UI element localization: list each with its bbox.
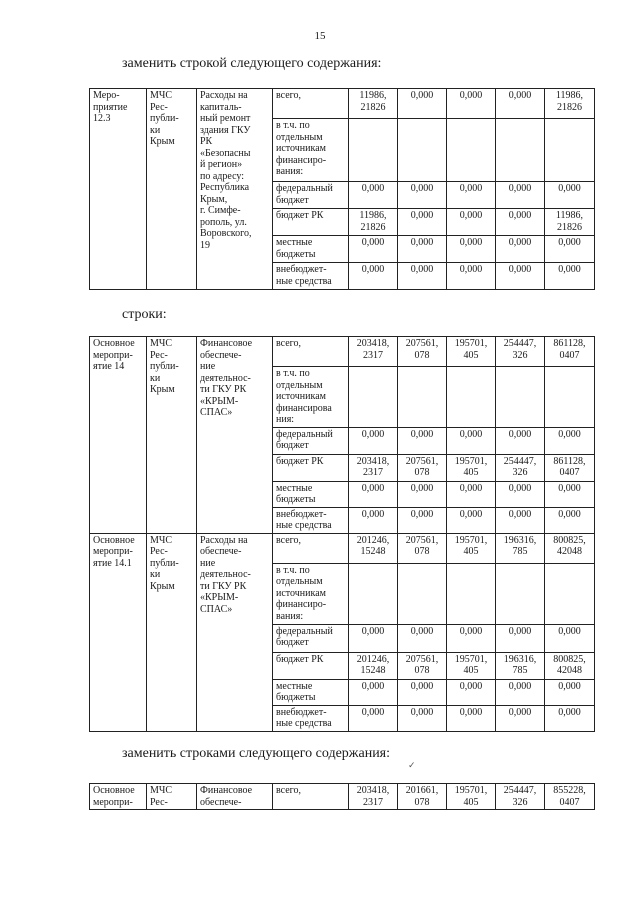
heading-replace-row: заменить строкой следующего содержания:: [122, 56, 382, 71]
funding-value: 855228, 0407: [545, 784, 595, 810]
funding-value: [349, 367, 398, 428]
funding-value: 861128, 0407: [545, 337, 595, 367]
responsible-org: МЧС Рес-: [147, 784, 197, 810]
funding-value: 0,000: [496, 236, 545, 263]
funding-value: 11986, 21826: [545, 209, 595, 236]
funding-value: [545, 367, 595, 428]
funding-value: 0,000: [447, 624, 496, 652]
funding-source: федеральный бюджет: [273, 427, 349, 454]
funding-value: 195701, 405: [447, 652, 496, 679]
funding-value: 0,000: [349, 236, 398, 263]
funding-value: 0,000: [447, 507, 496, 533]
funding-value: [496, 119, 545, 182]
funding-value: 0,000: [496, 209, 545, 236]
funding-value: 196316, 785: [496, 652, 545, 679]
funding-value: 0,000: [545, 427, 595, 454]
funding-source: в т.ч. по отдельным источникам финансирова ния:: [273, 367, 349, 428]
funding-value: 0,000: [545, 263, 595, 290]
check-mark: ✓: [408, 760, 416, 770]
funding-value: 254447, 326: [496, 784, 545, 810]
table-row: [90, 89, 595, 119]
funding-value: 0,000: [398, 209, 447, 236]
funding-value: 861128, 0407: [545, 454, 595, 481]
funding-source: всего,: [273, 89, 349, 119]
responsible-org: МЧС Рес- публи- ки Крым: [147, 533, 197, 731]
funding-source: всего,: [273, 784, 349, 810]
funding-value: 11986, 21826: [349, 89, 398, 119]
table-activity-12-3: [89, 88, 595, 290]
funding-value: 11986, 21826: [545, 89, 595, 119]
funding-source: в т.ч. по отдельным источникам финансиро- вания:: [273, 119, 349, 182]
funding-source: федеральный бюджет: [273, 624, 349, 652]
funding-value: [496, 367, 545, 428]
funding-value: 0,000: [496, 507, 545, 533]
funding-value: 0,000: [496, 624, 545, 652]
funding-value: 0,000: [545, 481, 595, 507]
table-row: [90, 784, 595, 810]
funding-value: 0,000: [349, 679, 398, 705]
funding-source: местные бюджеты: [273, 679, 349, 705]
funding-value: [447, 119, 496, 182]
funding-value: 0,000: [398, 427, 447, 454]
funding-value: 254447, 326: [496, 454, 545, 481]
funding-value: 800825, 42048: [545, 652, 595, 679]
funding-value: 0,000: [447, 182, 496, 209]
responsible-org: МЧС Рес- публи- ки Крым: [147, 89, 197, 290]
funding-value: 0,000: [398, 705, 447, 731]
funding-source: бюджет РК: [273, 652, 349, 679]
activity-name: Основное меропри-: [90, 784, 147, 810]
funding-value: 0,000: [496, 481, 545, 507]
table-replacement-rows: [89, 783, 595, 810]
funding-value: 0,000: [349, 624, 398, 652]
activity-name: Меро- приятие 12.3: [90, 89, 147, 290]
funding-value: 207561, 078: [398, 337, 447, 367]
funding-value: 201246, 15248: [349, 652, 398, 679]
funding-value: 0,000: [398, 507, 447, 533]
funding-source: местные бюджеты: [273, 481, 349, 507]
funding-value: 203418, 2317: [349, 784, 398, 810]
funding-value: 0,000: [349, 507, 398, 533]
funding-value: 201246, 15248: [349, 533, 398, 563]
funding-value: 207561, 078: [398, 652, 447, 679]
funding-value: [496, 563, 545, 624]
funding-value: 195701, 405: [447, 454, 496, 481]
funding-value: [349, 119, 398, 182]
funding-source: местные бюджеты: [273, 236, 349, 263]
funding-value: 0,000: [447, 427, 496, 454]
funding-value: 0,000: [545, 236, 595, 263]
funding-value: 0,000: [398, 263, 447, 290]
funding-source: внебюджет- ные средства: [273, 263, 349, 290]
funding-value: [545, 563, 595, 624]
funding-value: 0,000: [545, 679, 595, 705]
funding-value: [349, 563, 398, 624]
activity-description: Финансовое обеспече- ние деятельнос- ти ГКУ РК «КРЫМ- СПАС»: [197, 337, 273, 534]
funding-value: 196316, 785: [496, 533, 545, 563]
funding-value: [398, 119, 447, 182]
funding-value: 0,000: [349, 481, 398, 507]
funding-value: 0,000: [349, 182, 398, 209]
funding-value: 0,000: [545, 624, 595, 652]
activity-name: Основное меропри- ятие 14: [90, 337, 147, 534]
funding-value: [398, 563, 447, 624]
funding-value: 0,000: [496, 705, 545, 731]
funding-value: 0,000: [447, 481, 496, 507]
funding-value: 0,000: [447, 263, 496, 290]
activity-name: Основное меропри- ятие 14.1: [90, 533, 147, 731]
funding-source: внебюджет- ные средства: [273, 705, 349, 731]
funding-value: 203418, 2317: [349, 454, 398, 481]
funding-value: 0,000: [496, 679, 545, 705]
funding-value: 0,000: [447, 209, 496, 236]
funding-value: 195701, 405: [447, 533, 496, 563]
funding-value: 201661, 078: [398, 784, 447, 810]
funding-value: [447, 367, 496, 428]
funding-value: 0,000: [398, 182, 447, 209]
funding-value: 0,000: [447, 679, 496, 705]
funding-value: 0,000: [545, 182, 595, 209]
funding-source: всего,: [273, 533, 349, 563]
funding-value: [398, 367, 447, 428]
funding-source: внебюджет- ные средства: [273, 507, 349, 533]
funding-value: 0,000: [496, 182, 545, 209]
activity-description: Расходы на обеспече- ние деятельнос- ти ГКУ РК «КРЫМ- СПАС»: [197, 533, 273, 731]
responsible-org: МЧС Рес- публи- ки Крым: [147, 337, 197, 534]
funding-value: 0,000: [496, 427, 545, 454]
funding-value: [447, 563, 496, 624]
funding-value: 0,000: [496, 263, 545, 290]
activity-description: Расходы на капиталь- ный ремонт здания ГКУ РК «Безопасны й регион» по адресу: Республика Крым, г. Симфе- рополь, ул. Воровского, 19: [197, 89, 273, 290]
activity-description: Финансовое обеспече-: [197, 784, 273, 810]
funding-value: 0,000: [545, 507, 595, 533]
funding-value: 0,000: [398, 89, 447, 119]
funding-value: 0,000: [398, 624, 447, 652]
funding-source: в т.ч. по отдельным источникам финансиро- вания:: [273, 563, 349, 624]
funding-value: 0,000: [398, 679, 447, 705]
heading-rows: строки:: [122, 307, 167, 322]
heading-replace-rows: заменить строками следующего содержания:: [122, 746, 391, 761]
funding-value: 254447, 326: [496, 337, 545, 367]
funding-value: 0,000: [349, 427, 398, 454]
funding-value: 0,000: [496, 89, 545, 119]
funding-value: 203418, 2317: [349, 337, 398, 367]
funding-value: 0,000: [398, 481, 447, 507]
funding-value: 195701, 405: [447, 784, 496, 810]
funding-value: 0,000: [447, 236, 496, 263]
funding-value: 800825, 42048: [545, 533, 595, 563]
funding-value: [545, 119, 595, 182]
funding-value: 0,000: [349, 263, 398, 290]
page-number: 15: [314, 30, 326, 42]
table-row: [90, 337, 595, 367]
funding-source: бюджет РК: [273, 454, 349, 481]
funding-source: всего,: [273, 337, 349, 367]
funding-value: 0,000: [545, 705, 595, 731]
funding-source: бюджет РК: [273, 209, 349, 236]
funding-value: 207561, 078: [398, 454, 447, 481]
table-activities-14: [89, 336, 595, 732]
funding-value: 0,000: [349, 705, 398, 731]
funding-value: 11986, 21826: [349, 209, 398, 236]
funding-value: 195701, 405: [447, 337, 496, 367]
funding-value: 0,000: [447, 89, 496, 119]
funding-value: 207561, 078: [398, 533, 447, 563]
funding-source: федеральный бюджет: [273, 182, 349, 209]
funding-value: 0,000: [447, 705, 496, 731]
funding-value: 0,000: [398, 236, 447, 263]
table-row: [90, 533, 595, 563]
